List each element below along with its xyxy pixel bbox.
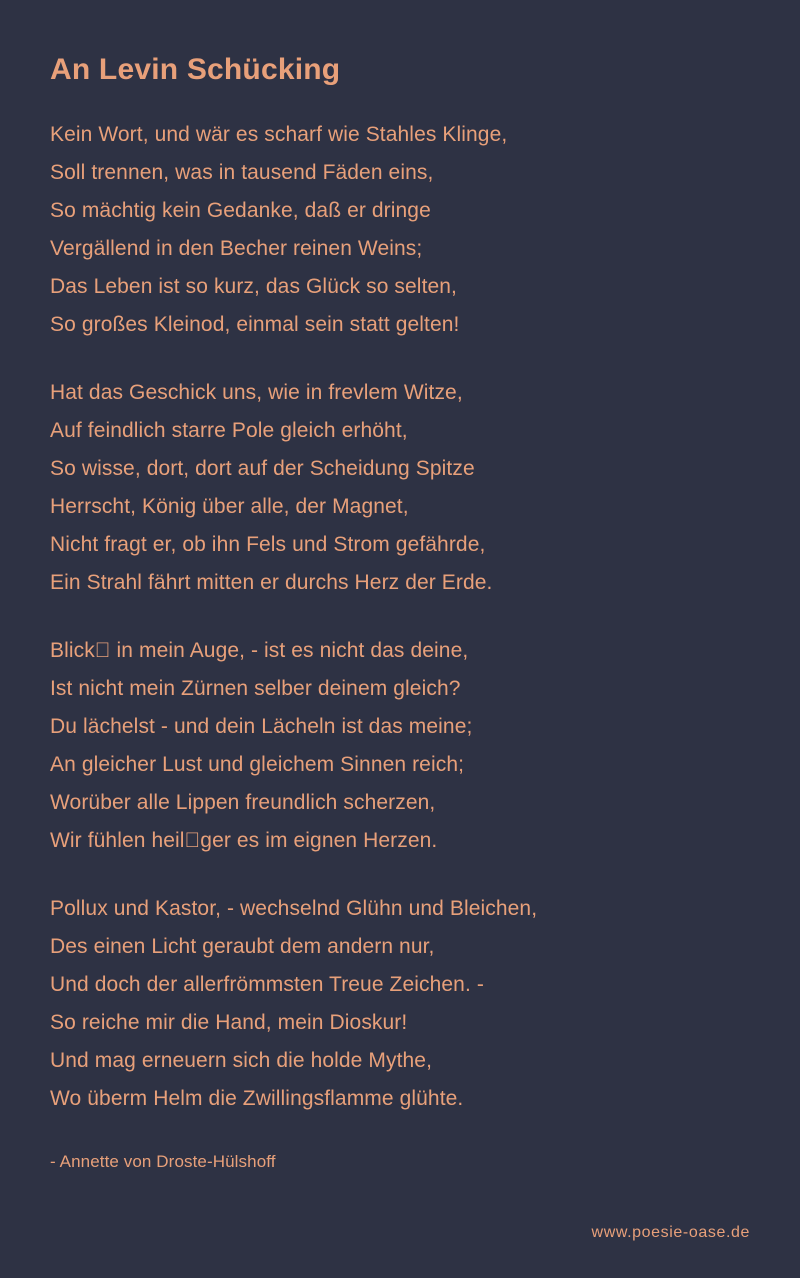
poem-line: Des einen Licht geraubt dem andern nur,	[50, 935, 435, 958]
poem-line: So mächtig kein Gedanke, daß er dringe	[50, 199, 431, 222]
poem-line: Wo überm Helm die Zwillingsflamme glühte.	[50, 1087, 464, 1110]
poem-line: Und mag erneuern sich die holde Mythe,	[50, 1049, 433, 1072]
poem-line: So wisse, dort, dort auf der Scheidung Spitze	[50, 457, 475, 480]
poem-line: Ist nicht mein Zürnen selber deinem gleich?	[50, 677, 461, 700]
poem-line: An gleicher Lust und gleichem Sinnen reich;	[50, 753, 465, 776]
poem-line: Das Leben ist so kurz, das Glück so selten,	[50, 275, 457, 298]
poem-line: Hat das Geschick uns, wie in frevlem Witze,	[50, 381, 463, 404]
poem-attribution: - Annette von Droste-Hülshoff	[50, 1152, 276, 1171]
stanza	[50, 632, 750, 860]
poem-line: Kein Wort, und wär es scharf wie Stahles Klinge,	[50, 123, 508, 146]
stanza	[50, 116, 750, 344]
poem-line: Worüber alle Lippen freundlich scherzen,	[50, 791, 436, 814]
poem-line: Auf feindlich starre Pole gleich erhöht,	[50, 419, 408, 442]
page-title: An Levin Schücking	[50, 53, 341, 86]
poem-line: So großes Kleinod, einmal sein statt gelten!	[50, 313, 460, 336]
stanza	[50, 374, 750, 602]
poem-line: Nicht fragt er, ob ihn Fels und Strom gefährde,	[50, 533, 486, 556]
poem-line: Soll trennen, was in tausend Fäden eins,	[50, 161, 434, 184]
poem-line: Herrscht, König über alle, der Magnet,	[50, 495, 409, 518]
poem-line: Wir fühlen heil⃞ger es im eignen Herzen.	[50, 829, 438, 852]
poem-line: Ein Strahl fährt mitten er durchs Herz der Erde.	[50, 571, 493, 594]
poem-line: Vergällend in den Becher reinen Weins;	[50, 237, 423, 260]
poem-line: So reiche mir die Hand, mein Dioskur!	[50, 1011, 408, 1034]
poem-line: Pollux und Kastor, - wechselnd Glühn und Bleichen,	[50, 897, 538, 920]
poem-line: Du lächelst - und dein Lächeln ist das meine;	[50, 715, 473, 738]
stanza	[50, 890, 750, 1118]
poem-line: Und doch der allerfrömmsten Treue Zeichen. -	[50, 973, 484, 996]
site-url: www.poesie-oase.de	[591, 1224, 750, 1241]
poem-line: Blick⃞ in mein Auge, - ist es nicht das deine,	[50, 639, 469, 662]
